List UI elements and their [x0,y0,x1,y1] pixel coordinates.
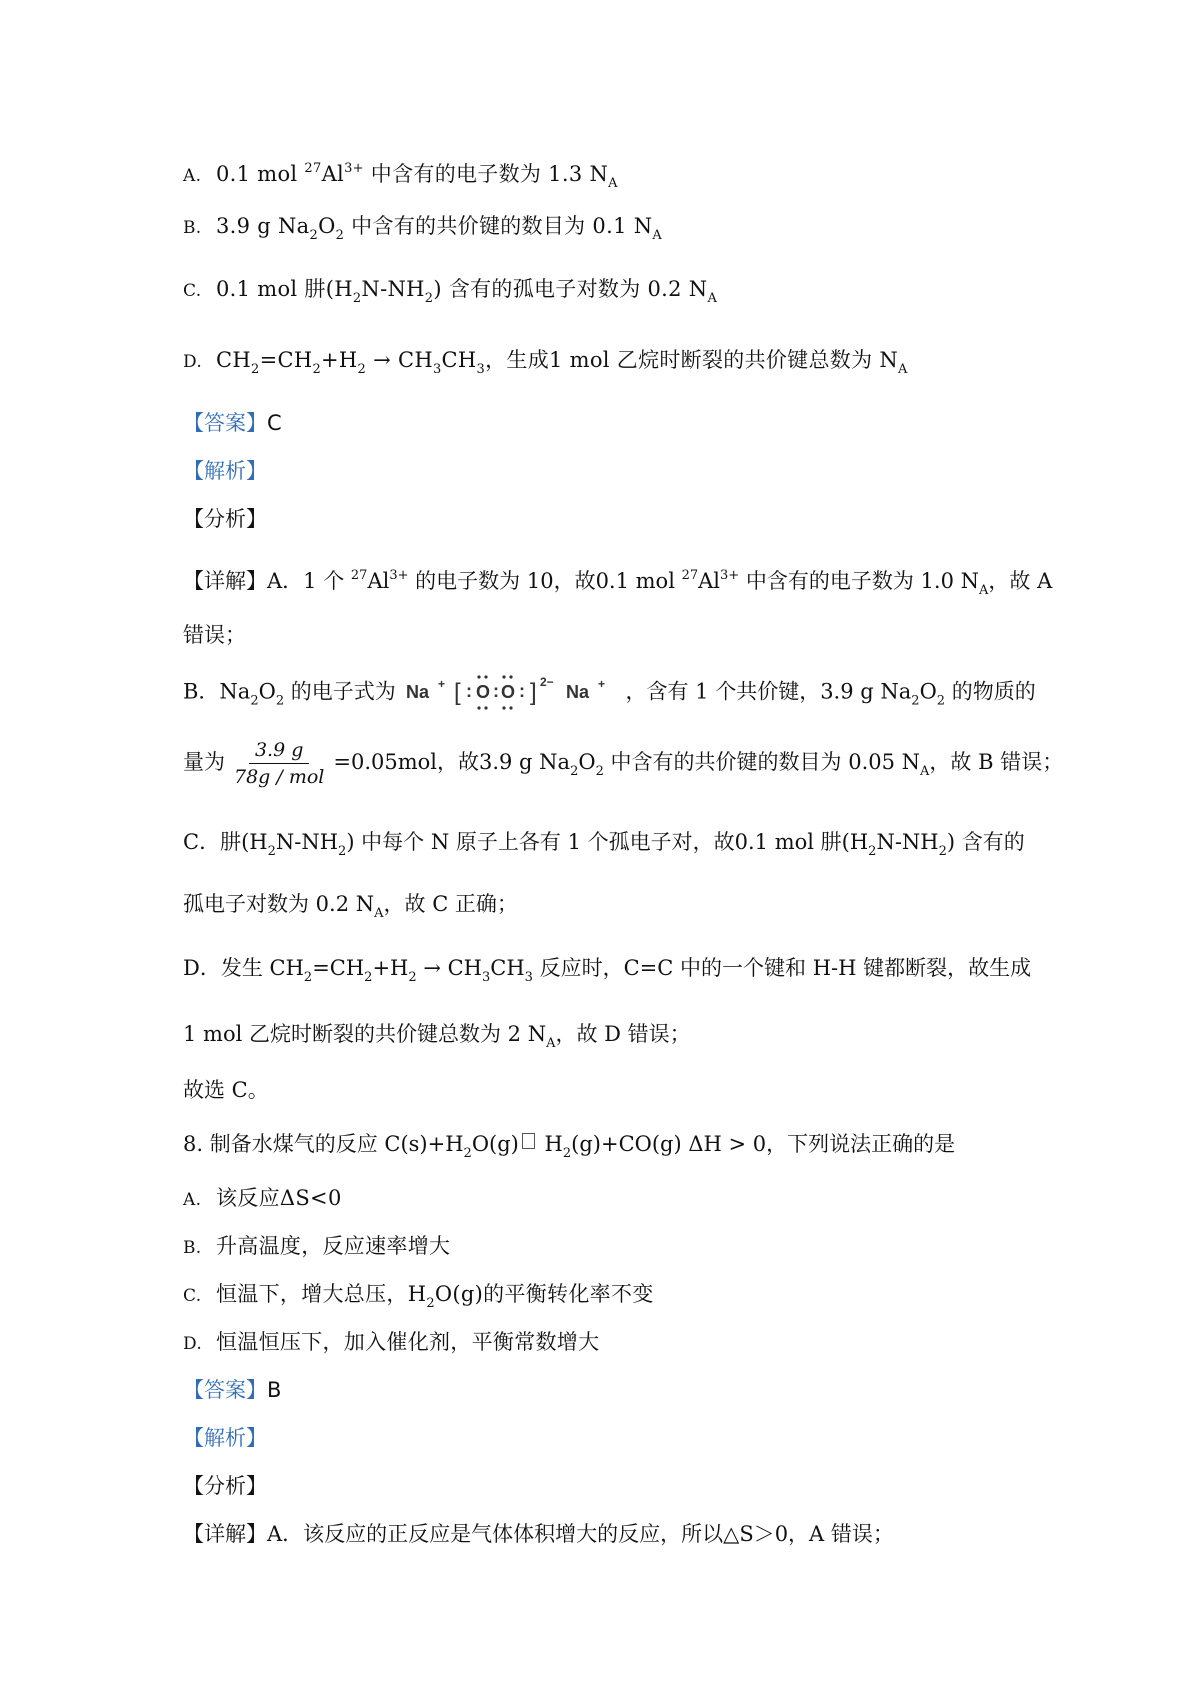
q8-option-c: C. 恒温下，增大总压，$H_2O(g)$的平衡转化率不变 [183,1282,654,1311]
q8-fenxi-label: 【分析】 [183,1474,267,1498]
svg-text:O: O [501,682,516,702]
lewis-structure-diagram [406,670,621,716]
svg-text:]: ] [530,679,538,706]
svg-text::: : [519,681,526,701]
q7-detail-d: D．发生 $CH_2=CH_2+H_2 \to CH_3CH_3$ 反应时，C=C 中的一个键和 H-H 键都断裂，故生成 [183,956,1032,985]
svg-text:O: O [476,682,491,702]
svg-text:Na: Na [566,682,590,702]
svg-text::: : [493,681,500,701]
q7-analysis-label: 【解析】 [183,459,267,483]
q8-stem: 8. 制备水煤气的反应 $C(s)+H_2O(g)$ $H_2(g)+CO(g) \Delta H > 0$，下列说法正确的是 [183,1132,956,1161]
svg-text:+: + [438,677,446,691]
q8-analysis-label: 【解析】 [183,1426,267,1450]
q7-detail-c-2: 孤电子对数为 0.2 $N_A$，故 C 正确； [183,892,518,921]
equilibrium-arrow-icon [522,1133,535,1149]
q8-detail-a: 【详解】A．该反应的正反应是气体体积增大的反应，所以△S＞0，A 错误； [183,1522,894,1546]
svg-text:2−: 2− [540,675,555,689]
q7-option-d: D. $CH_2=CH_2+H_2 \to CH_3CH_3$，生成1 mol 乙烷时断裂的共价键总数为 $N_A$ [183,348,908,377]
q8-answer [183,1375,281,1405]
svg-text:[: [ [454,679,462,706]
svg-text:+: + [598,677,606,691]
q7-answer [183,408,282,438]
q7-detail-a-cont: 错误； [183,623,246,647]
q8-option-b: B. 升高温度，反应速率增大 [183,1234,451,1258]
q8-option-a: A. 该反应ΔS<0 [183,1186,342,1210]
svg-text::: : [466,681,473,701]
q7-detail-c: C．肼$(H_2N-NH_2)$ 中每个 N 原子上各有 1 个孤电子对，故0.1 mol 肼$(H_2N-NH_2)$ 含有的 [183,830,1025,859]
q7-conclusion: 故选 C。 [183,1078,269,1102]
q8-option-d: D. 恒温恒压下，加入催化剂，平衡常数增大 [183,1330,600,1354]
answer-value: C [267,411,282,435]
fraction: $\frac{3.9 g}{\text{78g / mol}}$ [234,739,325,788]
q7-detail-b: B．$Na_2O_2$ 的电子式为 Na + [ : O : O : ] 2− Na + ，含有 1 个共价键，3.9 g $Na_2O_2$ 的物质的 [183,670,1036,717]
q7-detail-d-2: 1 mol 乙烷时断裂的共价键总数为 2 $N_A$，故 D 错误； [183,1022,691,1051]
answer-label: 【答案】 [183,1378,267,1402]
answer-value: B [267,1378,282,1402]
q7-fenxi-label: 【分析】 [183,507,267,531]
answer-label: 【答案】 [183,411,267,435]
q7-option-b: B. 3.9 g $Na_2O_2$ 中含有的共价键的数目为 0.1 $N_A$ [183,214,663,243]
q7-detail-a: 【详解】A．1 个 $^{27}Al^{3+}$ 的电子数为 10，故0.1 mol $^{27}Al^{3+}$ 中含有的电子数为 1.0 $N_A$，故 A [183,568,1053,598]
q7-option-c: C. 0.1 mol 肼$(H_2N-NH_2)$ 含有的孤电子对数为 0.2 $N_A$ [183,277,718,306]
svg-text:Na: Na [406,682,430,702]
q7-option-a: A. 0.1 mol $^{27}Al^{3+}$ 中含有的电子数为 1.3 $N_A$ [183,161,618,191]
q7-detail-b-2: 量为 $\frac{3.9 g}{\text{78g / mol}}$ =0.05mol，故3.9 g $Na_2O_2$ 中含有的共价键的数目为 0.05 $N_A$，故 B 错误； [183,739,1064,788]
